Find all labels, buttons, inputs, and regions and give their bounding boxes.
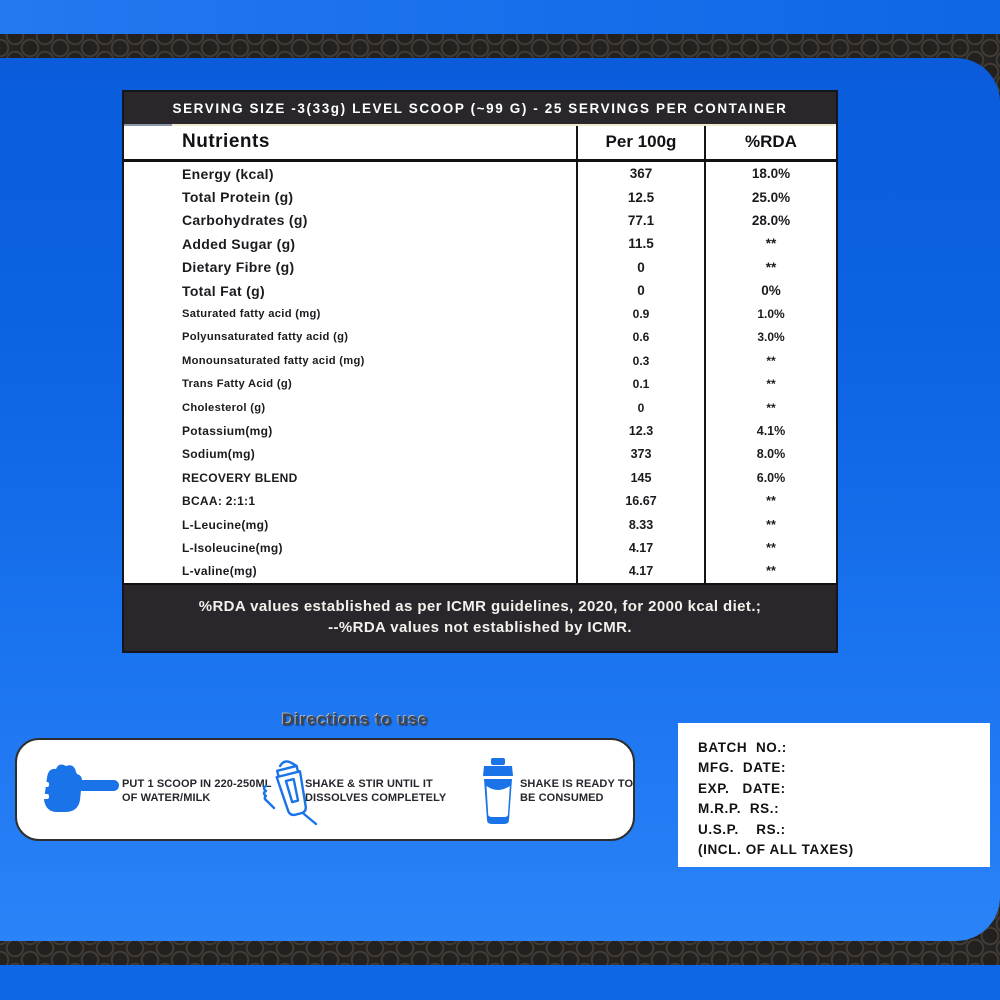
table-row xyxy=(124,419,836,442)
per100g-value: 12.5 xyxy=(578,185,706,208)
table-row xyxy=(124,185,836,208)
scoop-icon xyxy=(33,758,121,825)
serving-size-band: SERVING SIZE -3(33g) LEVEL SCOOP (~99 G) - 25 SERVINGS PER CONTAINER xyxy=(124,92,836,124)
top-blue-strip xyxy=(0,0,1000,34)
per100g-value: 0 xyxy=(578,396,706,419)
rda-value: ** xyxy=(765,259,777,275)
direction-step-2-text: SHAKE & STIR UNTIL IT DISSOLVES COMPLETELY xyxy=(305,778,447,804)
nutrient-label: Sodium(mg) xyxy=(124,443,578,466)
table-row xyxy=(124,232,836,255)
column-header-per100g: Per 100g xyxy=(578,124,706,159)
direction-step-3-text: SHAKE IS READY TO BE CONSUMED xyxy=(520,778,634,804)
per100g-value: 77.1 xyxy=(578,209,706,232)
nutrient-label: Monounsaturated fatty acid (mg) xyxy=(124,349,578,372)
table-row xyxy=(124,279,836,302)
table-body xyxy=(124,162,836,583)
nutrient-label: Potassium(mg) xyxy=(124,419,578,442)
per100g-value: 0.6 xyxy=(578,326,706,349)
rda-value: 8.0% xyxy=(756,447,786,462)
rda-value: ** xyxy=(765,236,777,252)
rda-value: ** xyxy=(766,400,776,415)
nutrient-label: Total Protein (g) xyxy=(124,185,578,208)
per100g-value: 373 xyxy=(578,443,706,466)
table-row xyxy=(124,396,836,419)
nutrient-label: Polyunsaturated fatty acid (g) xyxy=(124,326,578,349)
table-row xyxy=(124,162,836,185)
nutrient-label: Dietary Fibre (g) xyxy=(124,256,578,279)
per100g-value: 4.17 xyxy=(578,536,706,559)
per100g-value: 367 xyxy=(578,162,706,185)
table-row xyxy=(124,560,836,583)
label-main-panel xyxy=(0,58,1000,941)
nutrient-label: Cholesterol (g) xyxy=(124,396,578,419)
nutrient-label: L-Isoleucine(mg) xyxy=(124,536,578,559)
rda-footnote-line2: --%RDA values not established by ICMR. xyxy=(328,619,632,637)
per100g-value: 0.1 xyxy=(578,373,706,396)
nutrient-label: Carbohydrates (g) xyxy=(124,209,578,232)
column-header-rda: %RDA xyxy=(745,131,797,151)
rda-value: ** xyxy=(766,377,776,392)
per100g-value: 0.9 xyxy=(578,302,706,325)
rda-value: ** xyxy=(766,517,776,532)
per100g-value: 0 xyxy=(578,279,706,302)
directions-title: Directions to use xyxy=(281,710,429,729)
table-row xyxy=(124,513,836,536)
rda-value: 18.0% xyxy=(751,166,791,182)
per100g-value: 12.3 xyxy=(578,419,706,442)
mfg-date-line: MFG. DATE: xyxy=(698,760,787,776)
table-row xyxy=(124,256,836,279)
nutrient-label: BCAA: 2:1:1 xyxy=(124,489,578,512)
nutrient-label: Trans Fatty Acid (g) xyxy=(124,373,578,396)
table-row xyxy=(124,443,836,466)
nutrition-table xyxy=(122,90,838,653)
per100g-value: 4.17 xyxy=(578,560,706,583)
rda-value: ** xyxy=(766,353,776,368)
table-row xyxy=(124,373,836,396)
per100g-value: 0 xyxy=(578,256,706,279)
column-header-nutrients: Nutrients xyxy=(124,124,578,159)
nutrient-label: L-valine(mg) xyxy=(124,560,578,583)
table-row xyxy=(124,349,836,372)
rda-value: 0% xyxy=(761,283,781,299)
mrp-line: M.R.P. RS.: xyxy=(698,801,780,817)
per100g-value: 145 xyxy=(578,466,706,489)
rda-value: 4.1% xyxy=(756,423,786,438)
table-row xyxy=(124,302,836,325)
batch-no-line: BATCH NO.: xyxy=(698,740,787,755)
directions-panel xyxy=(15,738,635,841)
rda-value: 28.0% xyxy=(751,212,791,228)
shaker-ready-icon xyxy=(479,756,517,831)
bottom-blue-strip xyxy=(0,965,1000,1000)
rda-value: ** xyxy=(766,494,776,509)
incl-taxes-line: (INCL. OF ALL TAXES) xyxy=(698,842,854,858)
nutrient-label: Saturated fatty acid (mg) xyxy=(124,302,578,325)
rda-footnote xyxy=(124,583,836,651)
nutrient-label: Total Fat (g) xyxy=(124,279,578,302)
nutrient-label: RECOVERY BLEND xyxy=(124,466,578,489)
nutrient-label: Added Sugar (g) xyxy=(124,232,578,255)
rda-footnote-line1: %RDA values established as per ICMR guidelines, 2020, for 2000 kcal diet.; xyxy=(198,598,762,616)
per100g-value: 8.33 xyxy=(578,513,706,536)
per100g-value: 11.5 xyxy=(578,232,706,255)
table-column-header xyxy=(124,124,836,162)
exp-date-line: EXP. DATE: xyxy=(698,780,786,796)
direction-step-1-text: PUT 1 SCOOP IN 220-250ML OF WATER/MILK xyxy=(122,778,272,804)
nutrient-label: Energy (kcal) xyxy=(124,162,578,185)
per100g-value: 0.3 xyxy=(578,349,706,372)
rda-value: 25.0% xyxy=(751,189,791,205)
table-row xyxy=(124,326,836,349)
table-row xyxy=(124,536,836,559)
usp-line: U.S.P. RS.: xyxy=(698,821,786,837)
rda-value: 6.0% xyxy=(756,470,786,485)
table-row xyxy=(124,209,836,232)
rda-value: ** xyxy=(766,540,776,555)
rda-value: 1.0% xyxy=(757,307,785,322)
table-row xyxy=(124,489,836,512)
nutrient-label: L-Leucine(mg) xyxy=(124,513,578,536)
per100g-value: 16.67 xyxy=(578,489,706,512)
table-row xyxy=(124,466,836,489)
rda-value: ** xyxy=(766,564,776,579)
rda-value: 3.0% xyxy=(757,330,785,345)
batch-info-box xyxy=(678,723,990,867)
